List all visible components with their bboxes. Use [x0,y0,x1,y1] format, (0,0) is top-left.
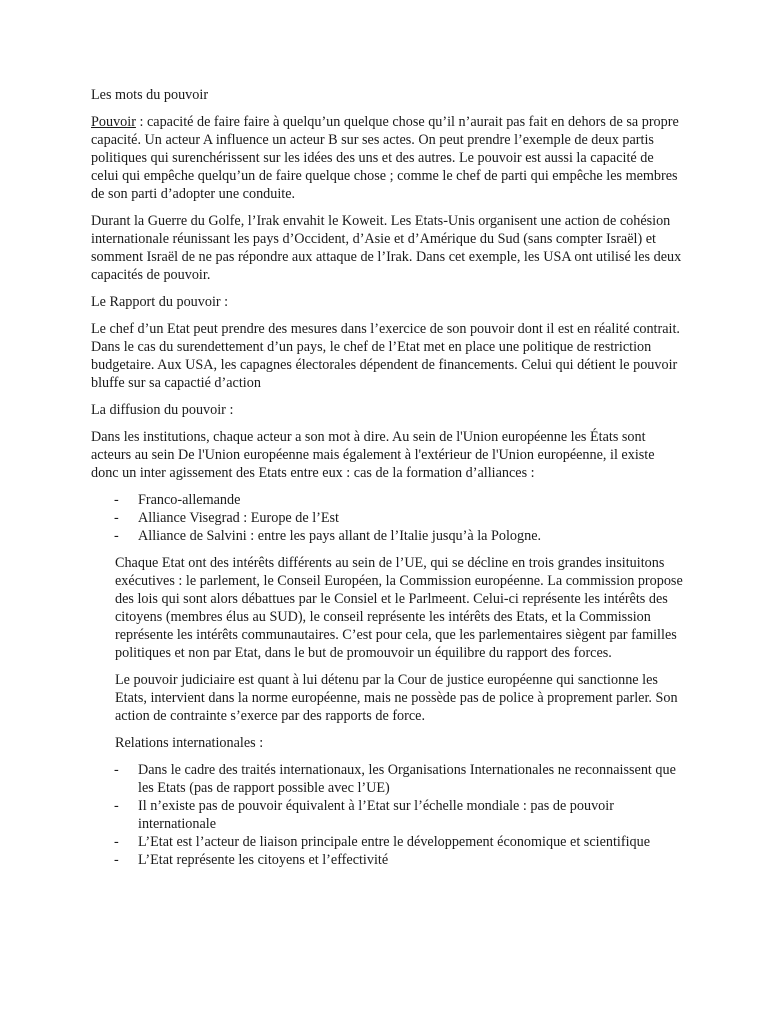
document-title: Les mots du pouvoir [91,87,209,103]
list-item: - Franco-allemande [91,491,683,509]
relations-list [91,761,683,869]
pouvoir-term: Pouvoir [91,114,136,130]
pouvoir-definition: : capacité de faire faire à quelqu’un quelque chose qu’il n’aurait pas fait en dehors de sa propre capacité. Un acteur A influence un acteur B sur ses actes. On peut prendre l’exemple de deux partis politiques qui surenchérissent sur les idées des uns et des autres. Le pouvoir est aussi la capacité de celui qui empêche quelqu’un de faire quelque chose ; comme le chef de parti qui empêche les membres de son parti d’adopter une conduite. [91,114,679,202]
ue-paragraph: Chaque Etat ont des intérêts différents au sein de l’UE, qui se décline en trois grandes insituitons exécutives : le parlement, le Conseil Européen, la Commission européenne. La commission propose des lois qui sont alors débattues par le Consiel et le Parlmeent. Celui-ci représente les intérêts des citoyens (membres élus au SUD), le conseil représente les intérêts des Etats, et la Commission représente les intérêts communautaires. C’est pour cela, que les parlementaires siègent par familles politiques et non par Etat, dans le but de promouvoir un équilibre du rapport des forces. [115,555,683,661]
alliances-list [91,491,683,545]
pouvoir-paragraph [91,113,683,203]
relations-heading: Relations internationales : [115,735,264,751]
list-item: - Alliance de Salvini : entre les pays allant de l’Italie jusqu’à la Pologne. [91,527,683,545]
golfe-paragraph: Durant la Guerre du Golfe, l’Irak envahit le Koweit. Les Etats-Unis organisent une action de cohésion internationale réunissant les pays d’Occident, d’Asie et d’Amérique du Sud (sans compter Israël) et somment Israël de ne pas répondre aux attaque de l’Irak. Dans cet exemple, les USA ont utilisé les deux capacités de pouvoir. [91,213,682,283]
rapport-paragraph: Le chef d’un Etat peut prendre des mesures dans l’exercice de son pouvoir dont il est en réalité contrait. Dans le cas du surendettement d’un pays, le chef de l’Etat met en place une politique de restriction budgetaire. Aux USA, les capagnes électorales dépendent de financements. Celui qui détient le pouvoir bluffe sur sa capactié d’action [91,321,680,391]
diffusion-paragraph: Dans les institutions, chaque acteur a son mot à dire. Au sein de l'Union européenne les États sont acteurs au sein De l'Union européenne mais également à l'extérieur de l'Union européenne, il existe donc un inter agissement des Etats entre eux : cas de la formation d’alliances : [91,429,655,481]
list-item: - Alliance Visegrad : Europe de l’Est [91,509,683,527]
judiciaire-paragraph: Le pouvoir judiciaire est quant à lui détenu par la Cour de justice européenne qui sanctionne les Etats, intervient dans la norme européenne, mais ne possède pas de police à proprement parler. Son action de contrainte s’exerce par des rapports de force. [115,672,678,724]
diffusion-heading: La diffusion du pouvoir : [91,402,234,418]
list-item: - L’Etat est l’acteur de liaison principale entre le développement économique et scientifique [91,833,683,851]
list-item: - L’Etat représente les citoyens et l’effectivité [91,851,683,869]
document-body [91,86,683,878]
rapport-heading: Le Rapport du pouvoir : [91,294,229,310]
list-item: - Dans le cadre des traités internationaux, les Organisations Internationales ne reconnaissent que les Etats (pas de rapport possible avec l’UE) [91,761,683,797]
list-item: - Il n’existe pas de pouvoir équivalent à l’Etat sur l’échelle mondiale : pas de pouvoir internationale [91,797,683,833]
